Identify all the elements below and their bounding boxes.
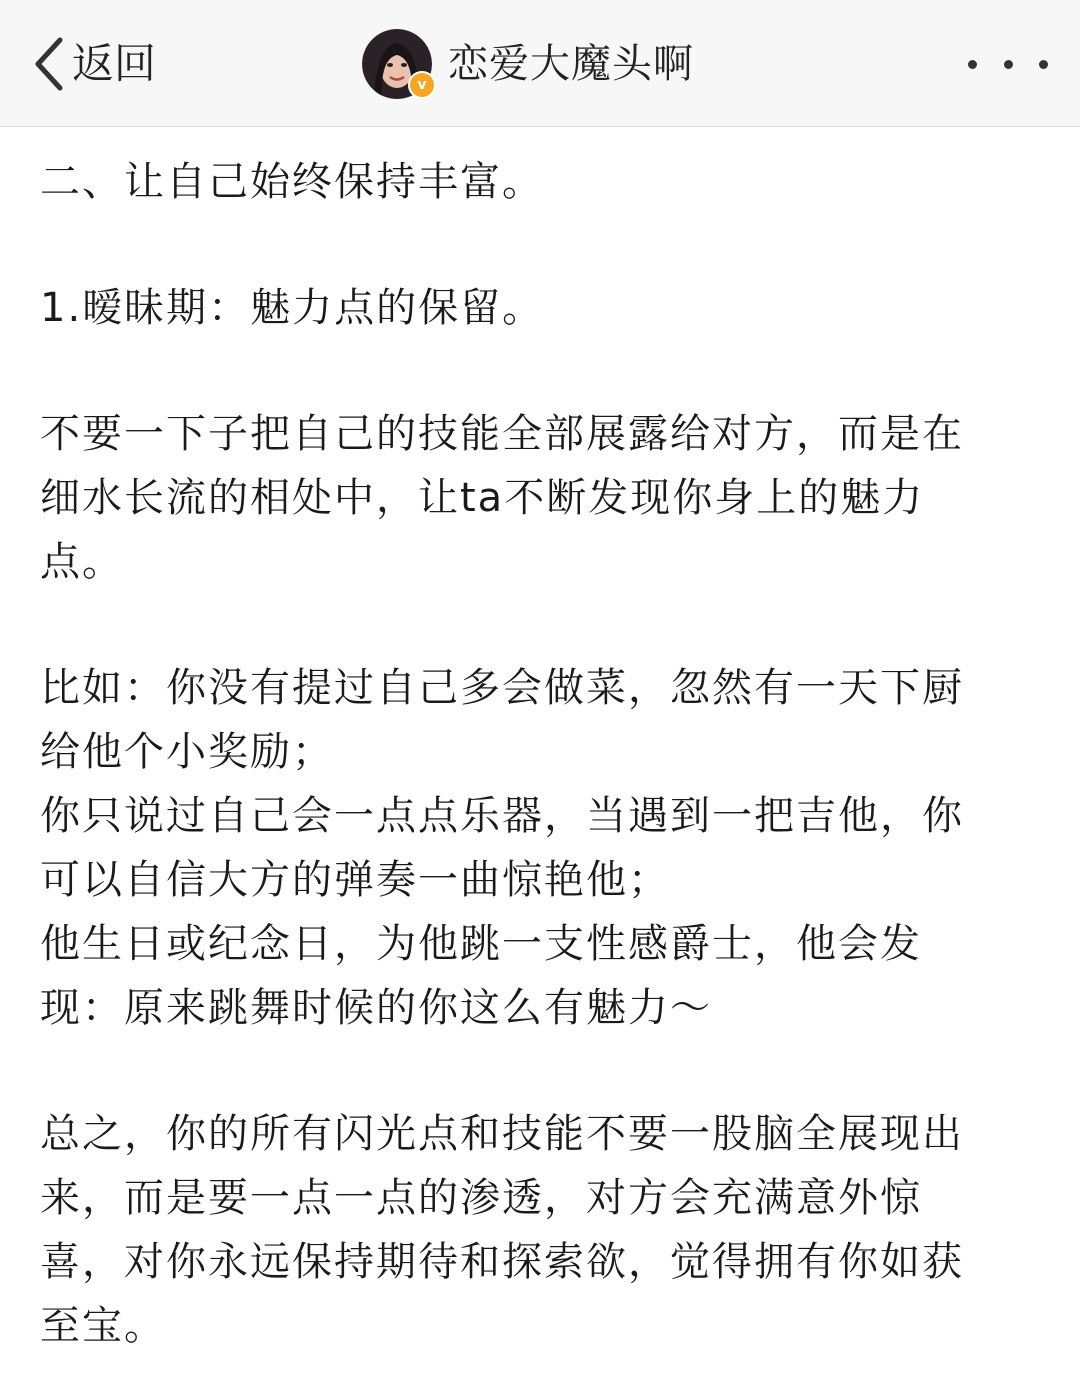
chevron-left-icon (32, 36, 66, 92)
post-content (40, 150, 1040, 1381)
post-paragraph: 不要一下子把自己的技能全部展露给对方，而是在 细水长流的相处中，让ta不断发现你身上的魅力 点。 (40, 411, 964, 585)
post-paragraph: 比如：你没有提过自己多会做菜，忽然有一天下厨 给他个小奖励； 你只说过自己会一点点乐器，当遇到一把吉他，你 可以自信大方的弹奏一曲惊艳他； 他生日或纪念日，为他跳一支性感爵士，他会发 现：原来跳舞时候的你这么有魅力～ (40, 665, 964, 1031)
top-navbar (0, 0, 1080, 127)
more-options-button[interactable] (968, 44, 1048, 84)
more-dot-icon (1039, 60, 1048, 69)
back-button[interactable] (32, 34, 156, 94)
back-label: 返回 (72, 39, 157, 88)
post-subheading: 1.暧昧期：魅力点的保留。 (40, 285, 545, 331)
post-paragraph: 总之，你的所有闪光点和技能不要一股脑全展现出 来，而是要一点一点的渗透，对方会充满意外惊 喜，对你永远保持期待和探索欲，觉得拥有你如获 至宝。 (40, 1111, 964, 1349)
verified-badge-icon: v (408, 71, 436, 99)
more-dot-icon (968, 60, 977, 69)
username[interactable]: 恋爱大魔头啊 (448, 41, 694, 87)
more-dot-icon (1004, 60, 1013, 69)
post-heading: 二、让自己始终保持丰富。 (40, 159, 544, 205)
profile-header[interactable] (362, 28, 694, 100)
avatar[interactable] (362, 29, 432, 99)
